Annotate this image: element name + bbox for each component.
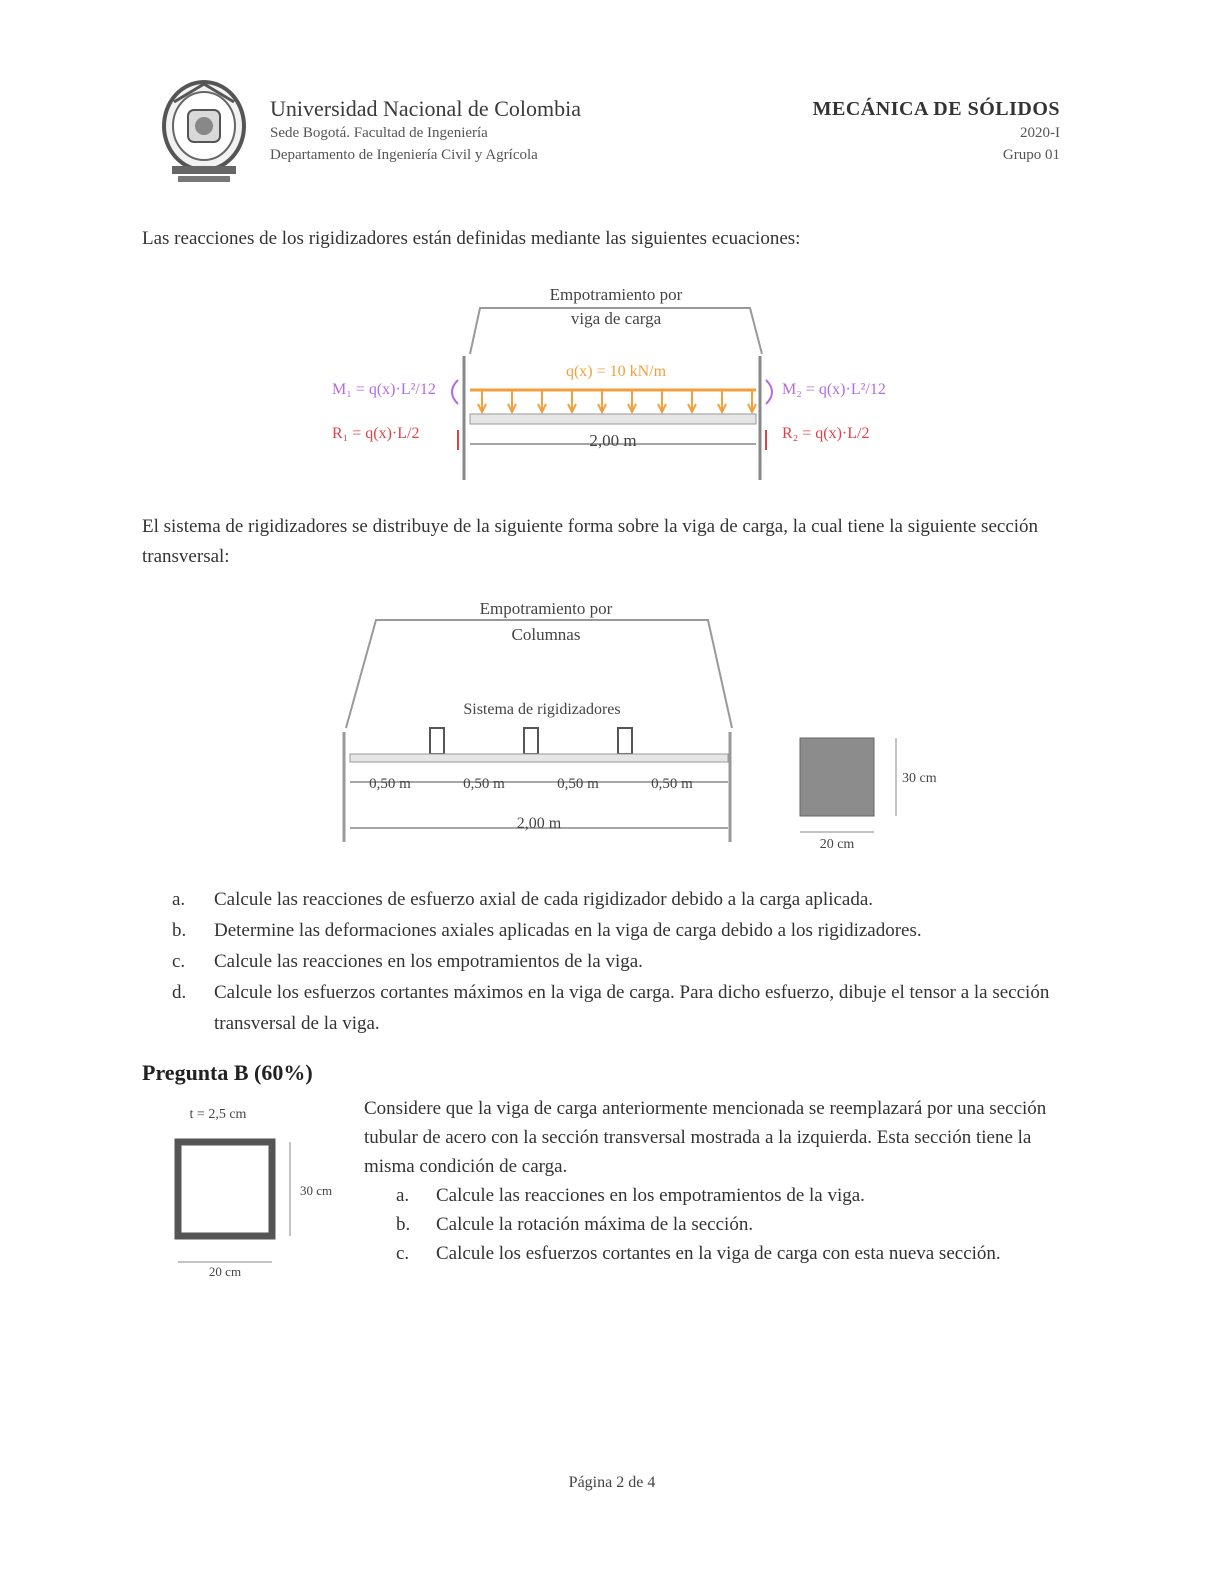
term-label: 2020-I [1020,125,1060,141]
institution-name: Universidad Nacional de Colombia [270,96,581,121]
beam [470,414,756,424]
section-heading: Pregunta B (60%) [142,1060,313,1085]
total-span-label: 2,00 m [516,815,562,832]
intro-paragraph: Las reacciones de los rigidizadores están definidas mediante las siguientes ecuaciones: [142,228,801,249]
header-course-block [813,96,1060,166]
stiffener-3 [618,728,632,754]
load-arrows [478,390,756,412]
segment-label-3: 0,50 m [557,776,599,792]
left-moment-arrow [452,380,458,404]
stiffeners-label: Sistema de rigidizadores [463,701,621,718]
left-moment-label: M₁ = q(x)·L²/12 [332,381,436,398]
section-width-label: 20 cm [819,837,855,852]
fig1-title-line2: viga de carga [570,309,662,328]
right-reaction-label: R₂ = q(x)·L/2 [782,425,870,442]
beam-load-diagram [320,280,920,490]
question-list-b [396,1181,1066,1268]
section-height-label: 30 cm [902,771,937,786]
distributed-load-label: q(x) = 10 kN/m [565,363,667,380]
list-item: c. Calcule las reacciones en los empotramientos de la viga. [172,951,643,972]
header-institution-block [270,96,581,166]
stiffener-2 [524,728,538,754]
faculty-name: Sede Bogotá. Facultad de Ingeniería [270,125,488,141]
right-moment-arrow [766,380,772,404]
span-label: 2,00 m [589,431,637,450]
stiffener-paragraph: El sistema de rigidizadores se distribuye de la siguiente forma sobre la viga de carga, la cual tiene la siguiente sección transversal: [142,516,1039,567]
tube-height-label: 30 cm [300,1183,333,1198]
page-number: Página 2 de 4 [568,1474,656,1491]
right-moment-label: M₂ = q(x)·L²/12 [782,381,886,398]
list-item: d. Calcule los esfuerzos cortantes máximos en la viga de carga. Para dicho esfuerzo, dibuje el tensor a la sección transversal de la viga. [172,982,1050,1034]
segment-label-1: 0,50 m [369,776,411,792]
segment-label-4: 0,50 m [651,776,693,792]
fig1-title-line1: Empotramiento por [549,285,683,304]
list-item: b. Determine las deformaciones axiales aplicadas en la viga de carga debido a los rigidizadores. [172,920,922,941]
stiffener-system-diagram [320,592,940,862]
course-name: MECÁNICA DE SÓLIDOS [812,98,1060,120]
university-seal-logo [158,74,250,188]
list-item: a. Calcule las reacciones de esfuerzo axial de cada rigidizador debido a la carga aplicada. [172,889,874,910]
left-reaction-label: R₁ = q(x)·L/2 [332,425,420,442]
stiffener-1 [430,728,444,754]
fig2-title-line1: Empotramiento por [479,599,613,618]
load-beam [350,754,728,762]
section-rectangle [800,738,874,816]
tube-width-label: 20 cm [208,1264,242,1279]
department-name: Departamento de Ingeniería Civil y Agrícola [270,147,538,163]
tubular-paragraph: Considere que la viga de carga anteriormente mencionada se reemplazará por una sección tubular de acero con la sección transversal mostrada a la izquierda. Esta sección tiene la misma condición de carga. [364,1098,1047,1177]
fig2-title-line2: Columnas [511,625,581,644]
group-label: Grupo 01 [1002,147,1060,163]
list-item: a. Calcule las reacciones en los empotramientos de la viga. [396,1185,865,1206]
segment-label-2: 0,50 m [463,776,505,792]
question-list-a [172,884,1072,1039]
wall-thickness-label: t = 2,5 cm [189,1107,247,1122]
tube-section [178,1142,272,1236]
list-item: c. Calcule los esfuerzos cortantes en la viga de carga con esta nueva sección. [396,1243,1001,1264]
tubular-section-diagram [168,1100,333,1282]
list-item: b. Calcule la rotación máxima de la sección. [396,1214,754,1235]
